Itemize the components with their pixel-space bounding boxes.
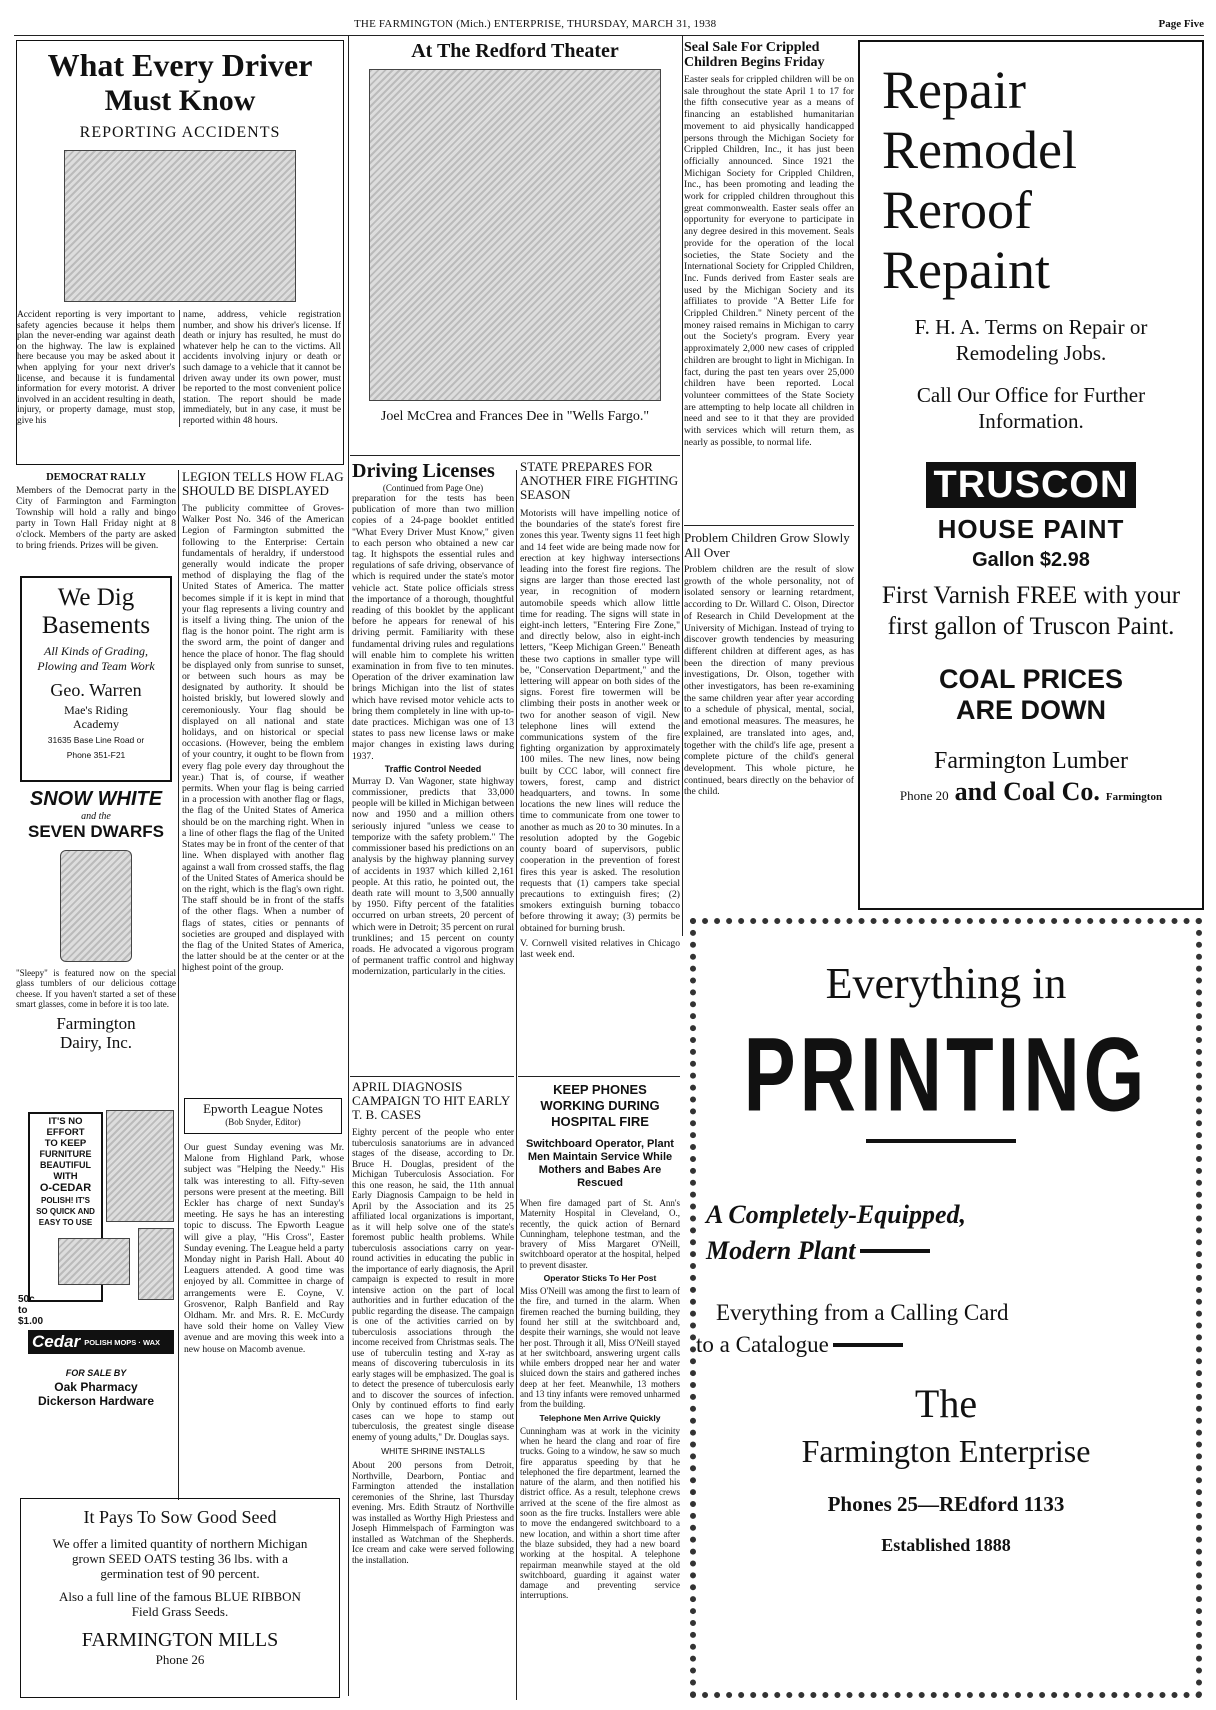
store-1: Oak Pharmacy [54, 1380, 138, 1394]
company-town: Farmington [1105, 791, 1163, 803]
april-body: Eighty percent of the people who enter tuberculosis sanatoriums are in advanced stages of the disease, according to Dr. Bruce H. Douglas, president of the Michigan Tuberculosis Association. For this one reason, he said, the 11th annual Early Diagnosis Campaign to be held in April by the Association and its 25 affiliated local organizations is important, as it will help solve one of the state's foremost public health problems. While tuberculosis associations carry on year-round activities in educating the public in the importance of early diagnosis, the April campaign is expected to result in more intensive action on the part of local authorities and in further education of the public regarding the disease. The campaign is one of the activities carried on by tuberculosis associations through the income received from Christmas seals. The use of tuberculin testing and X-ray as means of discovering tuberculosis in its early stages will be emphasized. The goal is to detect the presence of tuberculosis early and to discover the sources of infection. Only by continued efforts to find early cases can we hope to stamp out tuberculosis, the greatest single disease enemy of young adults," Dr. Douglas says. [352, 1127, 514, 1442]
printing-line-4: Everything from a Calling Card [716, 1300, 1009, 1325]
problem-body: Problem children are the result of slow growth of the whole personality, not of isolated sensory or learning retardment, according to Dr. Willard C. Olson, Director of Research in Child Development at the University of Michigan. Instead of trying to discover growth tendencies by measuring different children at different ages, as has been the direction of many previous investigations, Dr. Olson, together with other investigators, has been re-examining the same children year after year according to a schedule of physical, mental, social, and emotional measures. The measures, he explained, are translated into ages, and, together with the child's life age, present a complete picture of the child's general development. This whole picture, he continued, bears directly on the behavior of the child. [684, 564, 854, 798]
snowwhite-and: and the [81, 811, 111, 822]
dig-address: 31635 Base Line Road or [47, 735, 145, 745]
ocedar-price: 50c to $1.00 [18, 1294, 44, 1327]
dig-phone: Phone 351-F21 [66, 750, 126, 760]
accident-illustration [64, 150, 296, 302]
ocedar-line-6: WITH [53, 1171, 78, 1182]
april-title: APRIL DIAGNOSIS CAMPAIGN TO HIT EARLY T. B. CASES [352, 1079, 510, 1122]
theater-title: At The Redford Theater [411, 40, 619, 62]
fire-title: STATE PREPARES FOR ANOTHER FIRE FIGHTING SEASON [520, 459, 679, 502]
driver-body-2: name, address, vehicle registration number, and show his driver's license. If death or injury has resulted, he must do whatever help he can to the victims. All accidents involving injury or death or such damage to a vehicle that it cannot be driven away under its own power, must be reported to the most convenient police station. The report should be made immediately, but in any case, it must be reported within 48 hours. [179, 310, 341, 427]
mills-name: FARMINGTON MILLS [81, 1629, 279, 1651]
printing-ad [690, 918, 1202, 1698]
licenses-article [352, 460, 514, 978]
seed-offer: We offer a limited quantity of northern Michigan grown SEED OATS testing 36 lbs. with a germination test of 90 percent. [52, 1536, 308, 1581]
epworth-article [184, 1098, 342, 1134]
repair-word-2: Remodel [882, 120, 1077, 180]
seed-line: Also a full line of the famous BLUE RIBBON Field Grass Seeds. [59, 1589, 301, 1619]
problem-title: Problem Children Grow Slowly All Over [684, 530, 850, 560]
fire-note: V. Cornwell visited relatives in Chicago last week end. [520, 937, 680, 960]
licenses-title: Driving Licenses [352, 460, 495, 482]
licenses-body-2: Murray D. Van Wagoner, state highway commissioner, predicts that 33,000 people will be killed in Michigan between now and 1950 and a million others seriously injured "unless we cease to temporize with the safety problem." The commissioner based his predictions on an analysis by the highway planning survey of accidents in 1937 which killed 2,161 people. At this ratio, he pointed out, the death rate will mount to 3,500 annually by 1950. Fifty percent of the fatalities occurred on urban streets, 20 percent of which were in Detroit; 35 percent on rural trunklines; and 15 percent on county roads. He advocated a vigorous program of permanent traffic control and highway modernization, particularly in the cities. [352, 775, 514, 978]
theater-feature [352, 40, 678, 452]
snowwhite-title: SNOW WHITE [29, 788, 163, 810]
company-phone: Phone 20 [899, 788, 949, 803]
democrat-body: Members of the Democrat party in the City of Farmington and Farmington Township will hold a rally and bingo party in Town Hall Friday night at 8 o'clock. Members of the party are asked to bring friends. Prizes will be given. [16, 485, 176, 551]
company-name: Farmington Lumber [934, 748, 1128, 774]
masthead [14, 14, 1204, 34]
mop-illustration [58, 1238, 130, 1285]
driver-subtitle: REPORTING ACCIDENTS [79, 124, 281, 141]
driver-title: What Every Driver [47, 47, 313, 83]
printing-line-3: Modern Plant [706, 1236, 856, 1265]
call-office: Call Our Office for Further Information. [916, 383, 1146, 433]
coal-prices: COAL PRICES ARE DOWN [938, 664, 1124, 725]
fire-article [520, 460, 680, 960]
mills-phone: Phone 26 [155, 1652, 205, 1667]
store-2: Dickerson Hardware [37, 1394, 155, 1408]
repair-word-3: Reroof [882, 180, 1032, 240]
april-body-2: About 200 persons from Detroit, Northville, Dearborn, Pontiac and Farmington attended the installation ceremonies of the Shrine, last Thursday evening. Mrs. Edith Strautz of Northville was installed as Worthy High Priestess and Joseph Himmelspach of Farmington was installed as Watchman of the Shepherds. Ice cream and cake were served following the installation. [352, 1460, 514, 1565]
company-name-2: and Coal Co. [954, 777, 1100, 806]
ocedar-line-7: O-CEDAR [39, 1182, 92, 1194]
phones-deck: Switchboard Operator, Plant Men Maintain Service While Mothers and Babes Are Rescued [526, 1138, 674, 1189]
ocedar-ad [18, 1108, 176, 1360]
tumbler-illustration [60, 850, 132, 962]
varnish-offer: First Varnish FREE with your first gallon of Truscon Paint. [881, 582, 1181, 640]
epworth-body: Our guest Sunday evening was Mr. Malone from Highland Park, whose subject was "Helping the Needy." His talk was interesting to all. Fifty-seven persons were present at the meeting. Bill Eckler has charge of next Sunday's meeting. He says he has an interesting topic to discuss. The Epworth League will give a play, "His Cross", Easter Sunday evening. The League held a party Monday night in Parish Hall. About 40 Leaguers attended. A good time was enjoyed by all. Committee in charge of arrangements were E. Coyne, V. Grosvenor, Ralph Banfield and Ray Oldham. Mr. and Mrs. R. E. McCurdy have sold their home on Valley View avenue and are moving this week into a new house on Macomb avenue. [184, 1142, 344, 1355]
ocedar-stores [16, 1368, 176, 1408]
democrat-article [16, 472, 176, 551]
dig-title: We Dig [57, 584, 135, 611]
page-number: Page Five [1158, 18, 1204, 30]
phones-subhead-1: Operator Sticks To Her Post [543, 1273, 657, 1284]
phones-body: When fire damaged part of St. Ann's Maternity Hospital in Cleveland, O., recently, the quick action of Bernard Cunningham, telephone testman, and the bravery of Miss Margaret O'Neill, switchboard operator at the hospital, helped to prevent disaster. [520, 1198, 680, 1270]
printing-big: PRINTING [743, 1014, 1149, 1134]
licenses-subhead: Traffic Control Needed [384, 763, 482, 774]
ocedar-line-4: FURNITURE [39, 1149, 92, 1159]
dig-ad [20, 576, 172, 782]
printing-divider [866, 1139, 1016, 1143]
ocedar-line-5: BEAUTIFUL [40, 1160, 91, 1170]
april-article [352, 1080, 514, 1565]
printing-line-1: Everything in [825, 959, 1067, 1008]
ocedar-sale-by: FOR SALE BY [65, 1368, 127, 1378]
licenses-body: preparation for the tests has been publication of more than two million copies of a 24-page booklet entitled "What Every Driver Must Know," given to each person who obtained a new car tag. It highspots the essential rules and regulations of safe driving, observance of which is required under the state's motor vehicle act. State police officials stress the importance of a thorough, thoughtful reading of this booklet by the applicant before he appears for renewal of his driving permit. Familiarity with these fundamental driving rules and regulations will enable him to complete his written examination in from five to ten minutes. Operation of the driver examination law brings Michigan into the list of states which have revised motor vehicle acts to bring them completely in line with up-to-date practices. Michigan was one of 13 states to pass new license laws or make major changes in existing laws during 1937. [352, 493, 514, 762]
legion-title: LEGION TELLS HOW FLAG SHOULD BE DISPLAYED [182, 469, 344, 498]
democrat-title: DEMOCRAT RALLY [46, 472, 146, 483]
printing-phones: Phones 25—REdford 1133 [827, 1492, 1065, 1516]
ocedar-line-2: EFFORT [46, 1127, 85, 1138]
ocedar-line-9: SO QUICK AND [36, 1207, 95, 1216]
snowwhite-ad [16, 788, 176, 1050]
phones-subhead-2: Telephone Men Arrive Quickly [539, 1412, 661, 1423]
seed-title: It Pays To Sow Good Seed [83, 1507, 277, 1527]
ocedar-line-1: IT'S NO [48, 1116, 83, 1127]
house-paint: HOUSE PAINT [937, 514, 1125, 544]
legion-body: The publicity committee of Groves-Walker Post No. 346 of the American Legion of Farmington submitted the following to the Enterprise: Certain fundamentals of heraldry, if understood generally would indicate the proper method of displaying the flag of the United States of America. The matter becomes simple if it is kept in mind that your flag represents a living country and is itself a living thing. The union of the flag is the honor point. The right arm is the sword arm, the point of danger and hence the place of honor. The flag should be displayed only from sunrise to sunset, or between such hours as may be designated by authority. It should be hoisted briskly, but lowered slowly and ceremoniously. Your flag should be displayed on all national and state holidays, and on historical or special occasions. (However, being the emblem of your country, it ought to be flown from every flag pole every day throughout the year.) That is, of course, if weather permits. When your flag is being carried in a procession with another flag or flags, the flag of the United States of America should be on the marching right. When in a line of other flags the flag of the United States may be in front of the center of that line. When displayed with another flag against a wall from crossed staffs, the flag of the United States of America should be on the right, which is the flag's own right. The staff should be in front of the staffs of the other flags. When a number of flags of states, cities or pennants of societies are grouped and displayed with the flag of the United States of America, the latter should be at the center or at the highest point of the group. [182, 503, 344, 974]
dairy-name: Farmington Dairy, Inc. [56, 1013, 136, 1052]
ocedar-line-3: TO KEEP [44, 1138, 87, 1149]
printing-name: Farmington Enterprise [801, 1433, 1091, 1469]
printing-established: Established 1888 [881, 1535, 1011, 1555]
printing-line-2: A Completely-Equipped, [706, 1200, 966, 1229]
ocedar-brand: Cedar [32, 1332, 81, 1351]
licenses-continued: (Continued from Page One) [382, 483, 484, 493]
theater-caption: Joel McCrea and Frances Dee in "Wells Fargo." [380, 409, 650, 424]
ocedar-banner [28, 1330, 174, 1354]
paint-price: Gallon $2.98 [972, 549, 1090, 571]
seal-title: Seal Sale For Crippled Children Begins Friday [684, 40, 825, 70]
printing-the: The [914, 1381, 978, 1426]
printing-line-5: to a Catalogue [696, 1332, 829, 1357]
snowwhite-body: "Sleepy" is featured now on the special glass tumblers of our delicious cottage cheese. If you haven't started a set of these smart glasses, come in before it is too late. [16, 968, 176, 1010]
ocedar-tag: POLISH MOPS · WAX [84, 1337, 161, 1347]
epworth-title: Epworth League Notes [203, 1101, 323, 1116]
april-subhead: WHITE SHRINE INSTALLS [381, 1446, 485, 1456]
dig-title-2: Basements [41, 612, 151, 639]
theater-photo [369, 69, 661, 401]
driver-ad [16, 40, 344, 465]
masthead-title: THE FARMINGTON (Mich.) ENTERPRISE, THURSDAY, MARCH 31, 1938 [354, 18, 717, 30]
ocedar-line-8: POLISH! IT'S [40, 1196, 90, 1205]
problem-article [684, 530, 854, 798]
seal-body: Easter seals for crippled children will be on sale throughout the state April 1 to 17 for the fifth consecutive year as a means of financing an established humanitarian movement to aid physically handicapped persons through the Michigan Society for Crippled Children, Inc., it has just been officially announced. Since 1921 the Michigan Society for Crippled Children, Inc., has been promoting and leading the work for crippled children throughout this great commonwealth. Easter seals offer an opportunity for everyone to participate in any degree desired in this movement. Seals provide for the operation of the local societies, the State Society and the International Society for Crippled Children, Inc. Funds derived from Easter seals are used by the Michigan Society and its affiliates to provide "A Better Life for Crippled Children." Ninety percent of the money raised remains in Michigan to carry out the Society's program. Every year approximately 2,000 new cases of crippled children are brought to light in Michigan. In fact, during the past ten years over 25,000 children have been reported. Local volunteer committees of the State Society are attempting to help locate all children in need and see to it that they are provided with services which will return them, as nearly as possible, to normal life. [684, 74, 854, 448]
legion-article [182, 470, 344, 974]
repair-ad [858, 40, 1204, 910]
phones-article [520, 1082, 680, 1601]
phones-title: KEEP PHONES WORKING DURING HOSPITAL FIRE [540, 1082, 660, 1129]
printing-rule-2 [833, 1343, 903, 1347]
repair-word-4: Repaint [882, 240, 1050, 300]
phones-body-2: Miss O'Neill was among the first to learn of the fire, and turned in the alarm. When firemen reached the burning building, they found her still at the switchboard and, despite their warnings, she would not leave her post. Through it all, Miss O'Neill stayed at her switchboard, answering urgent calls while embers dropped near her and water sluiced down the stairs and gathered inches deep at her feet. Meanwhile, 13 mothers and 13 tiny infants were removed unharmed from the building. [520, 1286, 680, 1410]
repair-word-1: Repair [882, 60, 1026, 120]
driver-title-2: Must Know [104, 84, 256, 117]
truscon-logo: TRUSCON [926, 462, 1136, 508]
printing-rule-1 [860, 1249, 930, 1253]
woman-illustration [106, 1110, 174, 1222]
epworth-editor: (Bob Snyder, Editor) [225, 1117, 301, 1127]
driver-body-1: Accident reporting is very important to safety agencies because it helps them plan the never-ending war against death on the highway. The law is explained here because you may be asked about it when applying for your next driver's license, and because it is fundamental information for every motorist. A driver involved in an accident resulting in death, injury, or property damage, must stop, give his [17, 310, 175, 426]
seal-article [684, 40, 854, 449]
dig-name: Geo. Warren [50, 680, 142, 700]
fha-terms: F. H. A. Terms on Repair or Remodeling Jobs. [914, 315, 1148, 365]
seed-ad [20, 1498, 340, 1698]
fire-body: Motorists will have impelling notice of the boundaries of the state's forest fire zones this year. Twenty signs 11 feet high and 14 feet wide are being made now for erection at key highway intersections leading into the forest fire regions. The signs are larger than those erected last year, in recognition of modern automobile speeds which allow little time for reading. The signs will state in eight-inch letters, "Entering Fire Zone," and directly below, also in eight-inch letters, "Keep Michigan Green." Beneath these two captions in smaller type will be, "Conservation Department," and the lettering will appear on both sides of the signs. Forest fire towermen will be climbing their posts in another week or two for another season of vigil. New telephone lines will extend the communications system of the fire fighting organization by approximately 100 miles. The new lines, now being built by CCC labor, will connect fire towers, forest, camp and district headquarters, and towns. In some locations the new lines will reduce the time to communicate from one tower to another as much as 20 to 30 minutes. In a resolution adopted by the Gogebic county board of supervisors, public cooperation in the prevention of forest fires this year is asked. The resolution requests that (1) campers take special precautions to extinguish fires; (2) smokers extinguish burning tobacco before throwing it away; (3) permits be obtained for burning brush. [520, 508, 680, 934]
dig-academy: Mae's Riding Academy [64, 703, 128, 731]
ocedar-line-10: EASY TO USE [38, 1218, 93, 1227]
snowwhite-title-2: SEVEN DWARFS [27, 822, 165, 841]
ocedar-bottle [138, 1228, 174, 1300]
phones-body-3: Cunningham was at work in the vicinity when he heard the clang and roar of fire trucks. Going to a window, he saw so much fire apparatus speeding by that he telephoned the fire department, learned the nature of the alarm, and then notified his district office. As a result, telephone crews arrived at the scene of the fire almost as soon as the fire trucks. Installers were able to move the endangered switchboard to a new location, and within a short time after the blaze subsided, they had a new board working at the hospital. A telephone repairman meanwhile stayed at the old switchboard, guarding it against water damage and preventing service interruptions. [520, 1425, 680, 1601]
dig-services: All Kinds of Grading, Plowing and Team Work [37, 644, 155, 673]
